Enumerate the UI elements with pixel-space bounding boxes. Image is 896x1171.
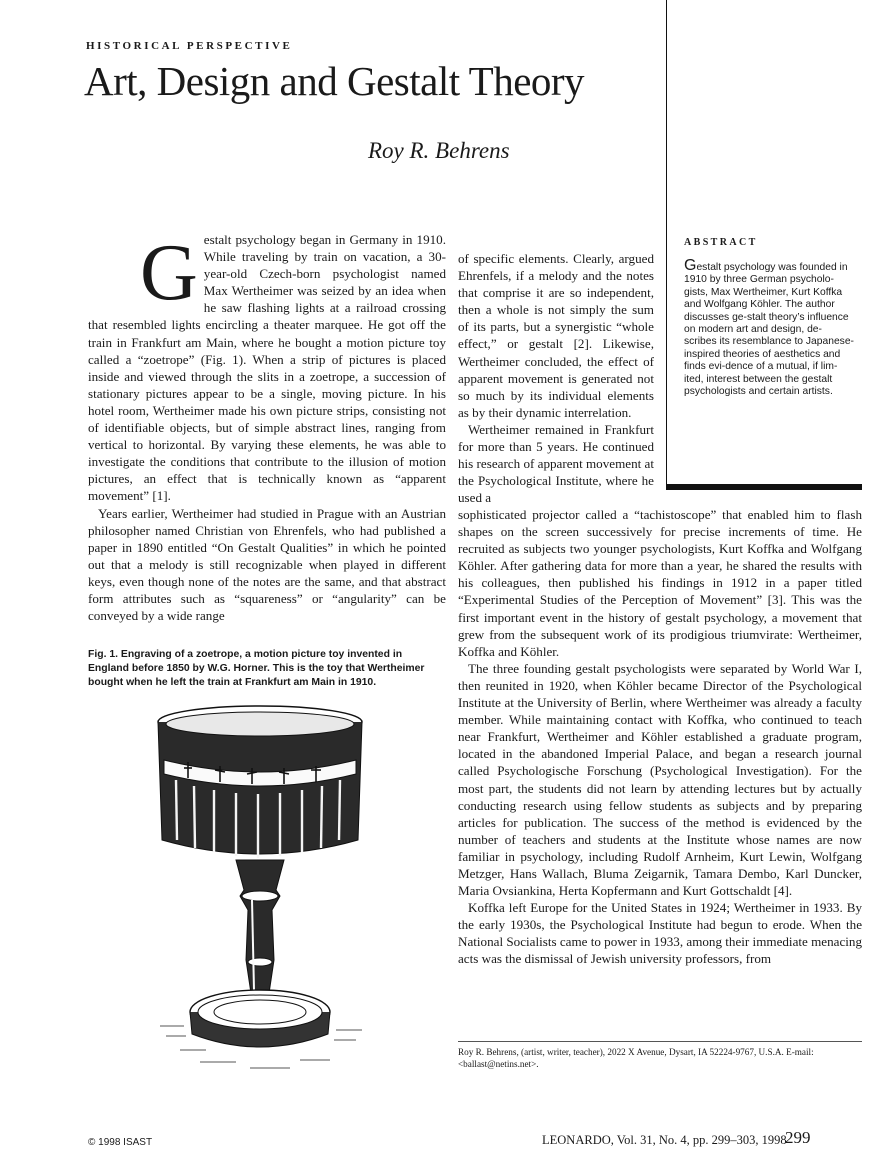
body-column-right-bottom bbox=[458, 506, 862, 968]
drop-cap: G bbox=[140, 229, 198, 317]
abstract-label: ABSTRACT bbox=[684, 237, 758, 248]
paragraph-intro bbox=[88, 207, 446, 505]
section-label: HISTORICAL PERSPECTIVE bbox=[86, 40, 293, 52]
journal-citation: LEONARDO, Vol. 31, No. 4, pp. 299–303, 1998 bbox=[542, 1133, 787, 1147]
paragraph-frankfurt: Wertheimer remained in Frankfurt for more than 5 years. He continued his research of apparent movement at the Psychological Institute, where he used a bbox=[458, 421, 654, 506]
paragraph-ehrenfels: Years earlier, Wertheimer had studied in Prague with an Austrian philosopher named Christian von Ehrenfels, who had published a paper in 1890 entitled “On Gestalt Qualities” in which he pointed out that a melody is still recognizable when played in different keys, even though none of the notes are the same, and that abstract form attributes such as “squareness” or “angularity” can be conveyed by a wide range bbox=[88, 505, 446, 624]
abstract-body: estalt psychology was founded in 1910 by three German psycholo-gists, Max Wertheimer, Kurt Koffka and Wolfgang Köhler. The author discusses ge-stalt theory’s influence on modern art and design, de-scribes its resemblance to Japanese-inspired theories of aesthetics and finds evi-dence of a mutual, if lim-ited, interest between the gestalt psychologists and certain artists. bbox=[684, 262, 854, 398]
footnote-rule bbox=[458, 1041, 862, 1042]
page-number: 299 bbox=[785, 1128, 811, 1147]
abstract-drop-letter: G bbox=[684, 257, 697, 274]
paragraph-gestalt-definition: of specific elements. Clearly, argued Ehrenfels, if a melody and the notes that comprise it are so independent, then a whole is not simply the sum of its parts, but a synergistic “whole effect,” or gestalt [2]. Likewise, Wertheimer concluded, the effect of apparent movement is generated not so much by its individual elements as by their dynamic interrelation. bbox=[458, 251, 654, 420]
author-name: Roy R. Behrens bbox=[368, 138, 510, 163]
abstract-text bbox=[684, 257, 854, 398]
paragraph-tachistoscope: sophisticated projector called a “tachistoscope” that enabled him to flash shapes on the screen successively for precise increments of time. He recruited as subjects two younger psychologists, Kurt Koffka and Wolfgang Köhler. After gathering data for more than a year, he shared the results with his colleagues, then published his findings in 1912 in a paper titled “Experimental Studies of the Perception of Movement” [3]. This was the first important event in the history of gestalt psychology, a movement that grew from the subsequent work of its prodigious triumvirate: Wertheimer, Koffka and Köhler. bbox=[458, 507, 862, 659]
copyright-notice: © 1998 ISAST bbox=[88, 1137, 153, 1148]
zoetrope-engraving bbox=[140, 700, 380, 1090]
body-column-right-top bbox=[458, 250, 654, 506]
figure-caption: Fig. 1. Engraving of a zoetrope, a motion picture toy invented in England before 1850 by W.G. Horner. This is the toy that Wertheimer bought when he left the train at Frankfurt am Main in 1910. bbox=[88, 649, 425, 688]
paragraph-intro-text: estalt psychology began in Germany in 1910. While traveling by train on vacation, a 30-year-old Czech-born psychologist named Max Wertheimer was seized by an idea when he saw flashing lights at a railroad crossing that resembled lights encircling a theater marquee. He got off the train in Frankfurt am Main, where he bought a motion picture toy called a “zoetrope” (Fig. 1). When a strip of pictures is placed inside and viewed through the slits in a zoetrope, a succession of stationary pictures appear to be a single, moving picture. In his hotel room, Wertheimer made his own picture strips, consisting not of identifiable objects, but of simple abstract lines, ranging from vertical to horizontal. By varying these elements, he was able to investigate the conditions that contribute to the illusion of motion pictures, an effect that is technically known as “apparent movement” [1]. bbox=[88, 232, 446, 504]
article-title: Art, Design and Gestalt Theory bbox=[84, 58, 585, 104]
paragraph-founders: The three founding gestalt psychologists were separated by World War I, then reunited in 1920, when Köhler became Director of the Psychological Institute at the University of Berlin, where Wertheimer was already a faculty member. While maintaining contact with Koffka, who continued to teach near Frankfurt, Wertheimer and Köhler established a graduate program, located in the abandoned Imperial Palace, and began a research journal called Psychologische Forschung (Psychological Investigation). For the most part, the students did not learn by attending lectures but by actually conducting research using fellow students as subjects and by preparing articles for publication. The success of the method is evidenced by the number of teachers and students at the Institute whose names are now familiar in psychology, including Rudolf Arnheim, Kurt Lewin, Wolfgang Metzger, Hans Wallach, Bluma Zeigarnik, Tamara Dembo, Karl Duncker, Maria Ovsiankina, Herta Kopfermann and Kurt Gottschaldt [4]. bbox=[458, 660, 862, 899]
author-footnote: Roy R. Behrens, (artist, writer, teacher), 2022 X Avenue, Dysart, IA 52224-9767, U.S.A. E-mail: <ballast@netins.net>. bbox=[458, 1047, 814, 1069]
paragraph-emigration: Koffka left Europe for the United States in 1924; Wertheimer in 1933. By the early 1930s, the Psychological Institute had begun to erode. When the National Socialists came to power in 1933, among their immediate menacing acts was the dismissal of Jewish university professors, from bbox=[458, 900, 862, 967]
abstract-vertical-rule bbox=[666, 0, 667, 486]
body-column-left bbox=[88, 207, 446, 624]
abstract-bottom-bar bbox=[666, 484, 862, 490]
